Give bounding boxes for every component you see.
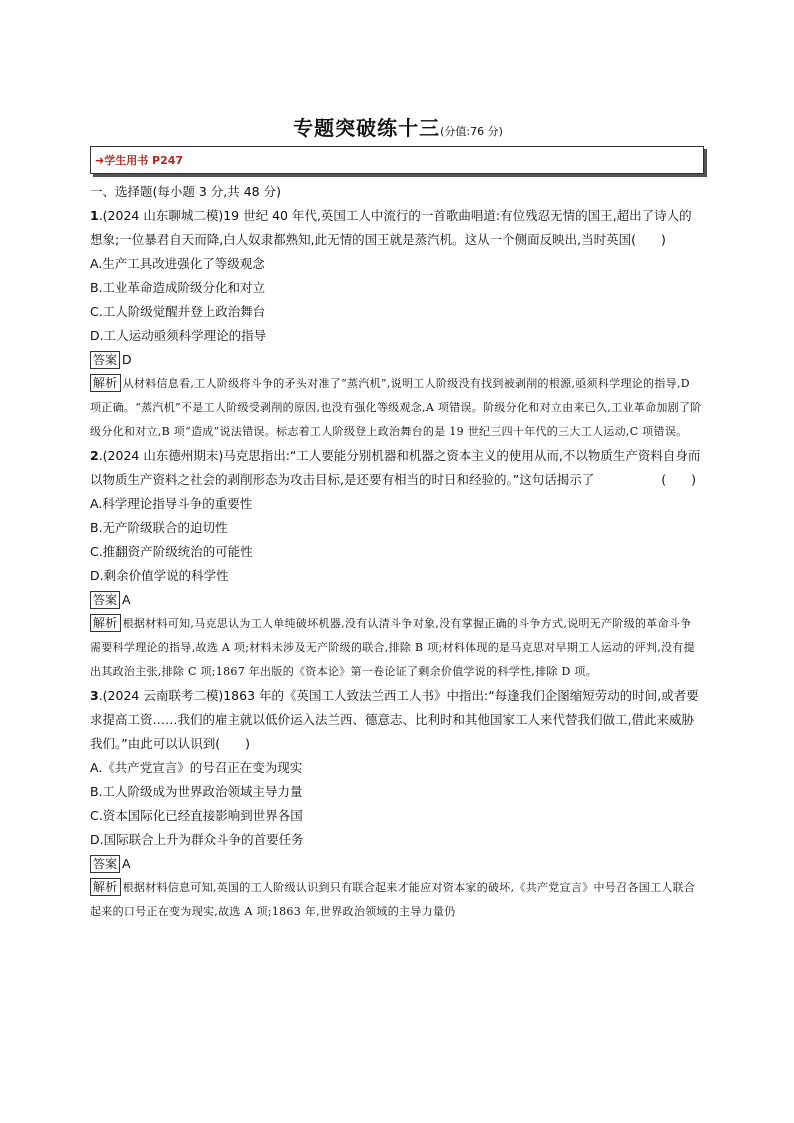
answer-value: A [122,592,131,607]
answer-tag: 答案 [90,591,120,609]
analysis-tag: 解析 [90,614,121,632]
section-heading: 一、选择题(每小题 3 分,共 48 分) [90,184,281,199]
score-note: (分值:76 分) [440,125,503,138]
option-b: B.无产阶级联合的迫切性 [90,520,228,535]
answer-row [90,852,702,876]
analysis-row [90,876,702,924]
option-a: A.《共产党宣言》的号召正在变为现实 [90,760,303,775]
student-book-link[interactable]: ➜学生用书 P247 [95,154,184,167]
analysis-row [90,372,702,444]
answer-value: A [122,856,131,871]
question-text: .(2024 山东德州期末)马克思指出:“工人要能分别机器和机器之资本主义的使用从而,不以物质生产资料自身而以物质生产资料之社会的剥削形态为攻击目标,是还要有相当的时日和经验的。”这句话揭示了 [90,448,701,487]
answer-blank: ( ) [661,472,696,487]
analysis-text: 从材料信息看,工人阶级将斗争的矛头对准了“蒸汽机”,说明工人阶级没有找到被剥削的根源,亟须科学理论的指导,D 项正确。“蒸汽机”不是工人阶级受剥削的原因,也没有强化等级观念,A 项错误。阶级分化和对立由来已久,工业革命加剧了阶级分化和对立,B 项“造成”说法错误。标志着工人阶级登上政治舞台的是 19 世纪三四十年代的三大工人运动,C 项错误。 [90,377,702,438]
title-row [90,112,706,141]
question-number: 1 [90,208,99,223]
option-a: A.生产工具改进强化了等级观念 [90,256,265,271]
answer-row [90,588,702,612]
answer-tag: 答案 [90,351,120,369]
analysis-tag: 解析 [90,878,121,896]
option-c: C.资本国际化已经直接影响到世界各国 [90,808,303,823]
analysis-row [90,612,702,684]
question-2 [90,444,702,684]
option-d: D.国际联合上升为群众斗争的首要任务 [90,832,304,847]
answer-value: D [122,352,132,367]
answer-row [90,348,702,372]
page-title: 专题突破练十三 [293,116,441,140]
option-d: D.工人运动亟须科学理论的指导 [90,328,267,343]
answer-tag: 答案 [90,855,120,873]
question-text: .(2024 山东聊城二模)19 世纪 40 年代,英国工人中流行的一首歌曲唱道:有位残忍无情的国王,超出了诗人的想象;一位暴君自天而降,白人奴隶都熟知,此无情的国王就是蒸汽机。这从一个侧面反映出,当时英国( ) [90,208,692,247]
analysis-text: 根据材料信息可知,英国的工人阶级认识到只有联合起来才能应对资本家的破坏,《共产党宣言》中号召各国工人联合起来的口号正在变为现实,故选 A 项;1863 年,世界政治领域的主导力量仍 [90,881,696,918]
analysis-text: 根据材料可知,马克思认为工人单纯破坏机器,没有认清斗争对象,没有掌握正确的斗争方式,说明无产阶级的革命斗争需要科学理论的指导,故选 A 项;材料未涉及无产阶级的联合,排除 B 项;材料体现的是马克思对早期工人运动的评判,没有提出其政治主张,排除 C 项;1867 年出版的《资本论》第一卷论证了剩余价值学说的科学性,排除 D 项。 [90,617,695,678]
question-stem [90,684,702,756]
question-number: 2 [90,448,99,463]
question-stem [90,204,702,252]
option-c: C.工人阶级觉醒并登上政治舞台 [90,304,266,319]
option-c: C.推翻资产阶级统治的可能性 [90,544,253,559]
content [90,180,702,924]
analysis-tag: 解析 [90,374,121,392]
question-text: .(2024 云南联考二模)1863 年的《英国工人致法兰西工人书》中指出:“每逢我们企图缩短劳动的时间,或者要求提高工资……我们的雇主就以低价运入法兰西、德意志、比利时和其他国家工人来代替我们做工,借此来威胁我们。”由此可以认识到( ) [90,688,699,751]
question-number: 3 [90,688,99,703]
option-b: B.工业革命造成阶级分化和对立 [90,280,266,295]
question-3 [90,684,702,924]
option-a: A.科学理论指导斗争的重要性 [90,496,253,511]
option-d: D.剩余价值学说的科学性 [90,568,229,583]
question-1 [90,204,702,444]
student-book-banner [90,146,704,174]
question-stem [90,444,702,492]
option-b: B.工人阶级成为世界政治领域主导力量 [90,784,303,799]
